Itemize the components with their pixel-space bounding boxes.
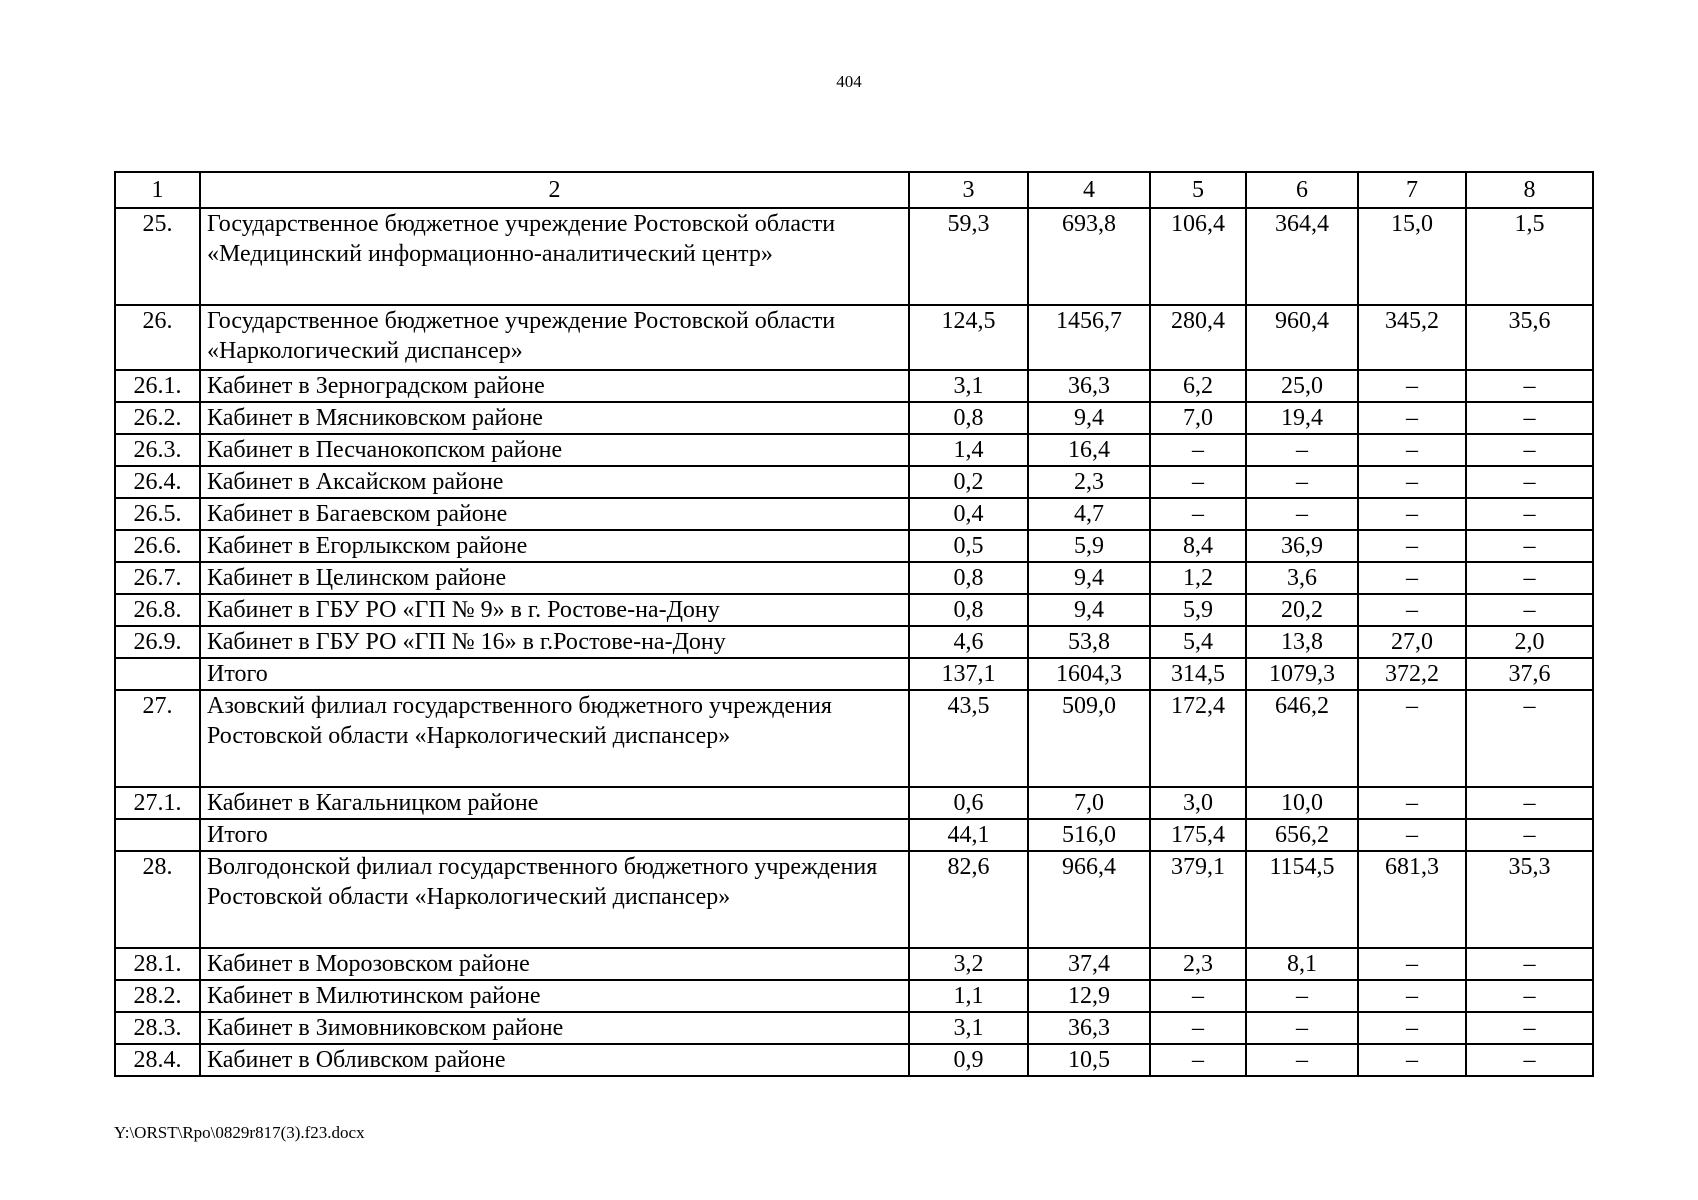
- value-cell-col5: –: [1150, 1044, 1246, 1076]
- value-cell-col7: –: [1358, 466, 1466, 498]
- table-row: [115, 948, 1593, 980]
- row-number-cell: 28.1.: [115, 948, 200, 980]
- row-number-cell: 28.2.: [115, 980, 200, 1012]
- value-cell-col7: –: [1358, 1012, 1466, 1044]
- value-cell-col8: –: [1466, 948, 1593, 980]
- value-cell-col6: –: [1246, 980, 1358, 1012]
- value-cell-col8: –: [1466, 690, 1593, 787]
- value-cell-col6: 656,2: [1246, 819, 1358, 851]
- row-name-cell: Кабинет в Егорлыкском районе: [200, 530, 909, 562]
- value-cell-col4: 1456,7: [1028, 305, 1150, 370]
- table-row: [115, 626, 1593, 658]
- value-cell-col4: 10,5: [1028, 1044, 1150, 1076]
- value-cell-col6: 13,8: [1246, 626, 1358, 658]
- value-cell-col6: –: [1246, 1044, 1358, 1076]
- table-row: [115, 402, 1593, 434]
- row-name-cell: Кабинет в ГБУ РО «ГП № 9» в г. Ростове-на-Дону: [200, 594, 909, 626]
- value-cell-col5: 3,0: [1150, 787, 1246, 819]
- row-name-cell: Кабинет в Морозовском районе: [200, 948, 909, 980]
- row-name-cell: Волгодонской филиал государственного бюджетного учреждения Ростовской области «Наркологический диспансер»: [200, 851, 909, 948]
- value-cell-col8: 37,6: [1466, 658, 1593, 690]
- value-cell-col5: –: [1150, 466, 1246, 498]
- value-cell-col5: –: [1150, 434, 1246, 466]
- table-row: [115, 787, 1593, 819]
- value-cell-col7: 372,2: [1358, 658, 1466, 690]
- row-name-cell: Кабинет в Зимовниковском районе: [200, 1012, 909, 1044]
- value-cell-col8: –: [1466, 370, 1593, 402]
- value-cell-col5: 1,2: [1150, 562, 1246, 594]
- value-cell-col3: 124,5: [909, 305, 1028, 370]
- row-number-cell: 28.3.: [115, 1012, 200, 1044]
- value-cell-col4: 9,4: [1028, 562, 1150, 594]
- value-cell-col5: 5,9: [1150, 594, 1246, 626]
- row-name-cell: Кабинет в Целинском районе: [200, 562, 909, 594]
- value-cell-col8: –: [1466, 594, 1593, 626]
- row-number-cell: 28.4.: [115, 1044, 200, 1076]
- row-name-cell: Кабинет в Кагальницком районе: [200, 787, 909, 819]
- data-table: [114, 171, 1594, 1077]
- value-cell-col8: –: [1466, 530, 1593, 562]
- value-cell-col7: –: [1358, 530, 1466, 562]
- value-cell-col5: 5,4: [1150, 626, 1246, 658]
- header-cell: 2: [200, 172, 909, 208]
- row-number-cell: 26.4.: [115, 466, 200, 498]
- table-row: [115, 434, 1593, 466]
- value-cell-col3: 0,9: [909, 1044, 1028, 1076]
- value-cell-col6: 8,1: [1246, 948, 1358, 980]
- value-cell-col6: –: [1246, 498, 1358, 530]
- value-cell-col7: 345,2: [1358, 305, 1466, 370]
- value-cell-col6: –: [1246, 434, 1358, 466]
- row-number-cell: 26.1.: [115, 370, 200, 402]
- value-cell-col3: 0,6: [909, 787, 1028, 819]
- value-cell-col6: 960,4: [1246, 305, 1358, 370]
- value-cell-col8: –: [1466, 1044, 1593, 1076]
- value-cell-col3: 0,4: [909, 498, 1028, 530]
- value-cell-col3: 59,3: [909, 208, 1028, 305]
- value-cell-col5: 6,2: [1150, 370, 1246, 402]
- value-cell-col3: 4,6: [909, 626, 1028, 658]
- value-cell-col4: 4,7: [1028, 498, 1150, 530]
- value-cell-col5: 106,4: [1150, 208, 1246, 305]
- header-cell: 6: [1246, 172, 1358, 208]
- header-cell: 5: [1150, 172, 1246, 208]
- table-row: [115, 370, 1593, 402]
- header-cell: 8: [1466, 172, 1593, 208]
- row-name-cell: Итого: [200, 658, 909, 690]
- value-cell-col3: 3,1: [909, 370, 1028, 402]
- value-cell-col7: –: [1358, 787, 1466, 819]
- header-cell: 1: [115, 172, 200, 208]
- row-name-cell: Кабинет в Обливском районе: [200, 1044, 909, 1076]
- value-cell-col4: 693,8: [1028, 208, 1150, 305]
- table-row: [115, 562, 1593, 594]
- value-cell-col3: 3,1: [909, 1012, 1028, 1044]
- file-path-footer: Y:\ORST\Rpo\0829r817(3).f23.docx: [114, 1123, 365, 1142]
- table-row: [115, 305, 1593, 370]
- value-cell-col3: 0,5: [909, 530, 1028, 562]
- value-cell-col4: 966,4: [1028, 851, 1150, 948]
- row-name-cell: Кабинет в Мясниковском районе: [200, 402, 909, 434]
- value-cell-col4: 9,4: [1028, 402, 1150, 434]
- value-cell-col7: –: [1358, 370, 1466, 402]
- value-cell-col7: 681,3: [1358, 851, 1466, 948]
- table-row: [115, 208, 1593, 305]
- value-cell-col5: 379,1: [1150, 851, 1246, 948]
- value-cell-col6: 20,2: [1246, 594, 1358, 626]
- row-name-cell: Кабинет в Зерноградском районе: [200, 370, 909, 402]
- value-cell-col5: –: [1150, 498, 1246, 530]
- value-cell-col5: 175,4: [1150, 819, 1246, 851]
- value-cell-col8: –: [1466, 466, 1593, 498]
- value-cell-col3: 0,8: [909, 402, 1028, 434]
- row-name-cell: Кабинет в Песчанокопском районе: [200, 434, 909, 466]
- row-number-cell: 27.1.: [115, 787, 200, 819]
- table-header-row: [115, 172, 1593, 208]
- row-name-cell: Государственное бюджетное учреждение Ростовской области «Наркологический диспансер»: [200, 305, 909, 370]
- value-cell-col3: 1,4: [909, 434, 1028, 466]
- value-cell-col8: 2,0: [1466, 626, 1593, 658]
- value-cell-col6: 3,6: [1246, 562, 1358, 594]
- value-cell-col7: –: [1358, 402, 1466, 434]
- value-cell-col3: 3,2: [909, 948, 1028, 980]
- value-cell-col3: 0,2: [909, 466, 1028, 498]
- value-cell-col3: 137,1: [909, 658, 1028, 690]
- row-number-cell: 26.8.: [115, 594, 200, 626]
- value-cell-col6: 1154,5: [1246, 851, 1358, 948]
- value-cell-col7: –: [1358, 594, 1466, 626]
- value-cell-col6: –: [1246, 1012, 1358, 1044]
- value-cell-col4: 9,4: [1028, 594, 1150, 626]
- value-cell-col3: 0,8: [909, 594, 1028, 626]
- value-cell-col4: 5,9: [1028, 530, 1150, 562]
- value-cell-col3: 0,8: [909, 562, 1028, 594]
- value-cell-col8: –: [1466, 980, 1593, 1012]
- value-cell-col5: –: [1150, 1012, 1246, 1044]
- row-number-cell: 26.7.: [115, 562, 200, 594]
- row-number-cell: 26.: [115, 305, 200, 370]
- value-cell-col8: –: [1466, 434, 1593, 466]
- value-cell-col5: 7,0: [1150, 402, 1246, 434]
- row-number-cell: 26.3.: [115, 434, 200, 466]
- table-row: [115, 1012, 1593, 1044]
- row-name-cell: Кабинет в Милютинском районе: [200, 980, 909, 1012]
- row-number-cell: [115, 658, 200, 690]
- value-cell-col8: 35,6: [1466, 305, 1593, 370]
- value-cell-col6: 36,9: [1246, 530, 1358, 562]
- value-cell-col3: 44,1: [909, 819, 1028, 851]
- table-row: [115, 466, 1593, 498]
- value-cell-col3: 1,1: [909, 980, 1028, 1012]
- value-cell-col8: –: [1466, 1012, 1593, 1044]
- row-number-cell: 26.2.: [115, 402, 200, 434]
- value-cell-col5: 8,4: [1150, 530, 1246, 562]
- value-cell-col8: 35,3: [1466, 851, 1593, 948]
- table-row: [115, 1044, 1593, 1076]
- value-cell-col7: 15,0: [1358, 208, 1466, 305]
- value-cell-col6: 10,0: [1246, 787, 1358, 819]
- value-cell-col6: 364,4: [1246, 208, 1358, 305]
- value-cell-col7: –: [1358, 498, 1466, 530]
- value-cell-col7: –: [1358, 1044, 1466, 1076]
- value-cell-col7: –: [1358, 434, 1466, 466]
- value-cell-col4: 37,4: [1028, 948, 1150, 980]
- value-cell-col4: 7,0: [1028, 787, 1150, 819]
- row-name-cell: Азовский филиал государственного бюджетного учреждения Ростовской области «Наркологический диспансер»: [200, 690, 909, 787]
- header-cell: 3: [909, 172, 1028, 208]
- row-name-cell: Кабинет в Аксайском районе: [200, 466, 909, 498]
- row-number-cell: 25.: [115, 208, 200, 305]
- value-cell-col6: 25,0: [1246, 370, 1358, 402]
- value-cell-col4: 1604,3: [1028, 658, 1150, 690]
- value-cell-col8: –: [1466, 819, 1593, 851]
- table-row: [115, 530, 1593, 562]
- row-number-cell: 26.9.: [115, 626, 200, 658]
- row-number-cell: 27.: [115, 690, 200, 787]
- table-row: [115, 980, 1593, 1012]
- value-cell-col8: –: [1466, 402, 1593, 434]
- value-cell-col6: –: [1246, 466, 1358, 498]
- value-cell-col5: 2,3: [1150, 948, 1246, 980]
- value-cell-col8: –: [1466, 498, 1593, 530]
- value-cell-col4: 509,0: [1028, 690, 1150, 787]
- value-cell-col4: 16,4: [1028, 434, 1150, 466]
- value-cell-col5: 314,5: [1150, 658, 1246, 690]
- value-cell-col7: –: [1358, 819, 1466, 851]
- value-cell-col4: 12,9: [1028, 980, 1150, 1012]
- value-cell-col4: 53,8: [1028, 626, 1150, 658]
- table-row: [115, 690, 1593, 787]
- value-cell-col7: –: [1358, 690, 1466, 787]
- row-number-cell: 28.: [115, 851, 200, 948]
- table-row: [115, 851, 1593, 948]
- value-cell-col5: –: [1150, 980, 1246, 1012]
- value-cell-col4: 516,0: [1028, 819, 1150, 851]
- row-number-cell: [115, 819, 200, 851]
- value-cell-col5: 280,4: [1150, 305, 1246, 370]
- value-cell-col6: 646,2: [1246, 690, 1358, 787]
- value-cell-col6: 1079,3: [1246, 658, 1358, 690]
- value-cell-col4: 2,3: [1028, 466, 1150, 498]
- table-row: [115, 819, 1593, 851]
- table-row: [115, 498, 1593, 530]
- value-cell-col4: 36,3: [1028, 1012, 1150, 1044]
- row-name-cell: Кабинет в ГБУ РО «ГП № 16» в г.Ростове-на-Дону: [200, 626, 909, 658]
- value-cell-col7: –: [1358, 562, 1466, 594]
- value-cell-col6: 19,4: [1246, 402, 1358, 434]
- value-cell-col3: 43,5: [909, 690, 1028, 787]
- value-cell-col7: –: [1358, 980, 1466, 1012]
- row-name-cell: Кабинет в Багаевском районе: [200, 498, 909, 530]
- table-row: [115, 658, 1593, 690]
- page-number: 404: [836, 72, 862, 91]
- value-cell-col7: 27,0: [1358, 626, 1466, 658]
- value-cell-col8: –: [1466, 562, 1593, 594]
- table-row: [115, 594, 1593, 626]
- header-cell: 7: [1358, 172, 1466, 208]
- header-cell: 4: [1028, 172, 1150, 208]
- value-cell-col7: –: [1358, 948, 1466, 980]
- row-number-cell: 26.5.: [115, 498, 200, 530]
- row-name-cell: Государственное бюджетное учреждение Ростовской области «Медицинский информационно-аналитический центр»: [200, 208, 909, 305]
- row-name-cell: Итого: [200, 819, 909, 851]
- value-cell-col8: –: [1466, 787, 1593, 819]
- value-cell-col3: 82,6: [909, 851, 1028, 948]
- value-cell-col8: 1,5: [1466, 208, 1593, 305]
- row-number-cell: 26.6.: [115, 530, 200, 562]
- value-cell-col5: 172,4: [1150, 690, 1246, 787]
- value-cell-col4: 36,3: [1028, 370, 1150, 402]
